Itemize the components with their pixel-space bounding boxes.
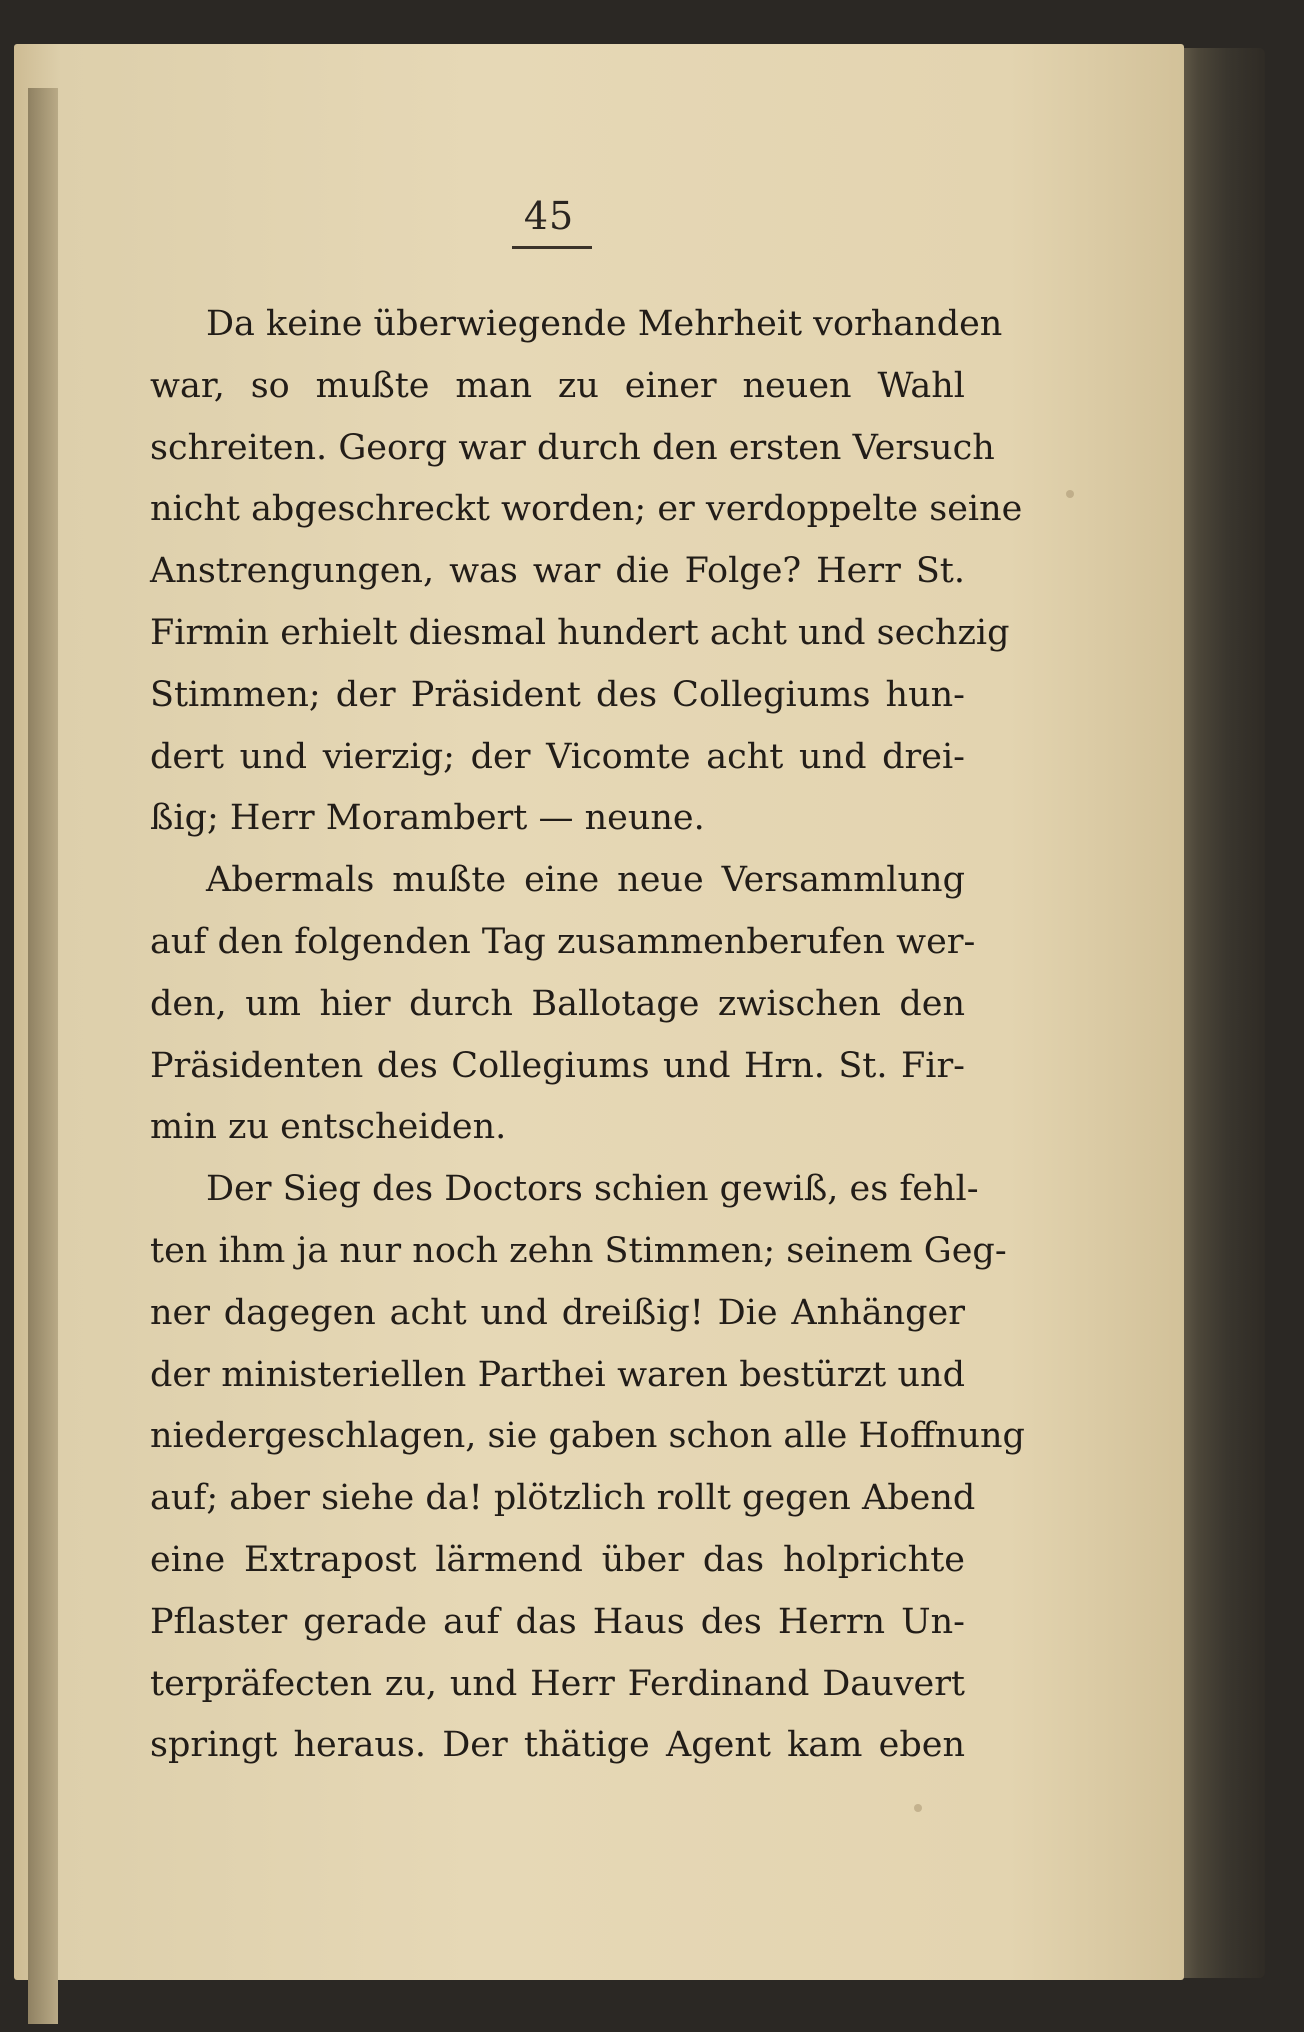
text-line: ten ihm ja nur noch zehn Stimmen; seinem Geg- [150, 1230, 1007, 1271]
text-line: auf; aber siehe da! plötzlich rollt gegen Abend [150, 1478, 976, 1519]
binding-gutter [28, 88, 58, 2024]
book-page [14, 44, 1184, 1980]
body-text [150, 294, 1025, 1777]
paper-mark [1066, 490, 1074, 498]
text-line: Stimmen; der Präsident des Collegiums hun- [150, 674, 965, 715]
text-line: Der Sieg des Doctors schien gewiß, es fehl- [206, 1169, 979, 1210]
text-line: Pflaster gerade auf das Haus des Herrn Un- [150, 1601, 965, 1642]
text-line: nicht abgeschreckt worden; er verdoppelte seine [150, 489, 1023, 530]
text-line: eine Extrapost lärmend über das holprichte [150, 1539, 965, 1580]
text-line: Abermals mußte eine neue Versammlung [206, 860, 965, 901]
page-number: 45 [523, 194, 575, 238]
text-line: niedergeschlagen, sie gaben schon alle Hoffnung [150, 1416, 1025, 1457]
text-line: min zu entscheiden. [150, 1107, 507, 1148]
text-line: war, so mußte man zu einer neuen Wahl [150, 365, 965, 406]
text-line: ßig; Herr Morambert — neune. [150, 798, 705, 839]
text-line: terpräfecten zu, und Herr Ferdinand Dauvert [150, 1663, 965, 1704]
page-stack-edge [1170, 48, 1265, 1978]
paper-mark [914, 1804, 922, 1812]
text-line: schreiten. Georg war durch den ersten Versuch [150, 427, 995, 468]
text-line: dert und vierzig; der Vicomte acht und drei- [150, 736, 965, 777]
text-line: springt heraus. Der thätige Agent kam eben [150, 1725, 965, 1766]
page-number-rule [512, 246, 592, 249]
text-line: Anstrengungen, was war die Folge? Herr St. [150, 551, 965, 592]
text-line: auf den folgenden Tag zusammenberufen wer- [150, 921, 976, 962]
text-line: Da keine überwiegende Mehrheit vorhanden [206, 304, 1003, 344]
text-line: ner dagegen acht und dreißig! Die Anhänger [150, 1292, 965, 1333]
text-line: Firmin erhielt diesmal hundert acht und sechzig [150, 612, 1010, 653]
text-line: den, um hier durch Ballotage zwischen den [150, 983, 965, 1024]
text-line: der ministeriellen Parthei waren bestürzt und [150, 1354, 965, 1395]
text-line: Präsidenten des Collegiums und Hrn. St. Fir- [150, 1045, 965, 1086]
